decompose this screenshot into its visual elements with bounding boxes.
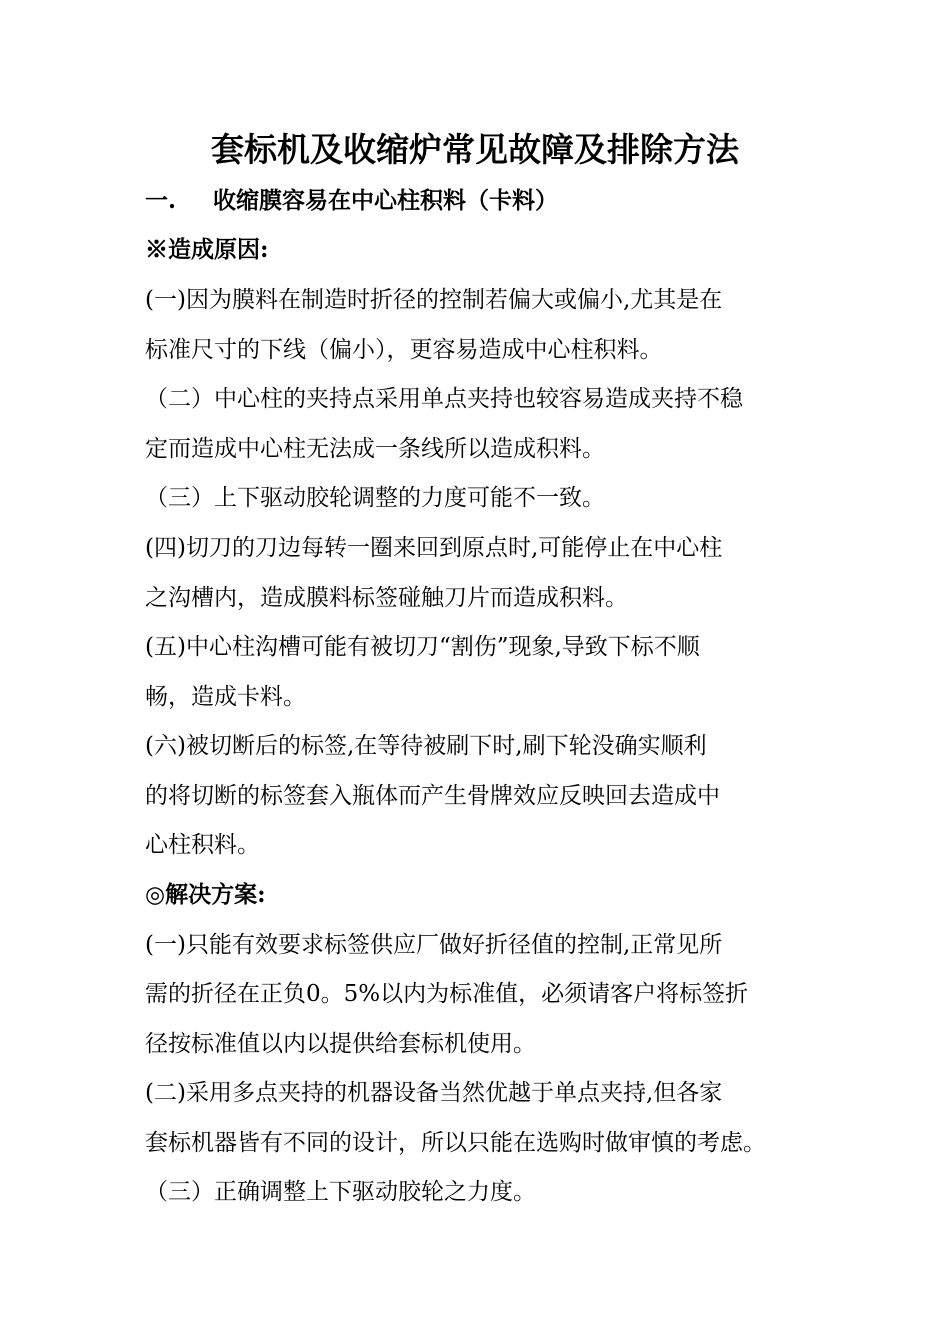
cause-line: (六)被切断后的标签,在等待被刷下时,刷下轮没确实顺利 (145, 733, 707, 759)
cause-line: （三）上下驱动胶轮调整的力度可能不一致。 (145, 485, 605, 511)
section-heading (145, 186, 835, 216)
cause-line: 之沟槽内，造成膜料标签碰触刀片而造成积料。 (145, 585, 628, 611)
solution-line: 需的折径在正负0。5%以内为标准值，必须请客户将标签折 (145, 981, 749, 1007)
cause-line: 心柱积料。 (145, 832, 260, 858)
section-heading-text: 收缩膜容易在中心柱积料（卡料） (213, 187, 558, 214)
cause-line: (一)因为膜料在制造时折径的控制若偏大或偏小,尤其是在 (145, 287, 723, 313)
section-number: 一. (145, 187, 177, 214)
cause-line: 的将切断的标签套入瓶体而产生骨牌效应反映回去造成中 (145, 783, 720, 809)
solution-line: （三）正确调整上下驱动胶轮之力度。 (145, 1179, 536, 1205)
cause-line: 畅，造成卡料。 (145, 684, 306, 710)
document-title: 套标机及收缩炉常见故障及排除方法 (211, 130, 739, 169)
solution-line: (二)采用多点夹持的机器设备当然优越于单点夹持,但各家 (145, 1080, 723, 1106)
cause-line: (四)切刀的刀边每转一圈来回到原点时,可能停止在中心柱 (145, 535, 723, 561)
solution-line: (一)只能有效要求标签供应厂做好折径值的控制,正常见所 (145, 932, 723, 958)
cause-label: ※造成原因: (145, 236, 269, 263)
cause-line: 标准尺寸的下线（偏小），更容易造成中心柱积料。 (145, 337, 663, 363)
cause-line: （二）中心柱的夹持点采用单点夹持也较容易造成夹持不稳 (145, 386, 743, 412)
solution-label: ◎解决方案: (145, 881, 266, 908)
cause-line: (五)中心柱沟槽可能有被切刀“割伤”现象,导致下标不顺 (145, 634, 700, 660)
solution-line: 套标机器皆有不同的设计，所以只能在选购时做审慎的考虑。 (145, 1130, 766, 1156)
solution-line: 径按标准值以内以提供给套标机使用。 (145, 1031, 536, 1057)
cause-line: 定而造成中心柱无法成一条线所以造成积料。 (145, 436, 605, 462)
